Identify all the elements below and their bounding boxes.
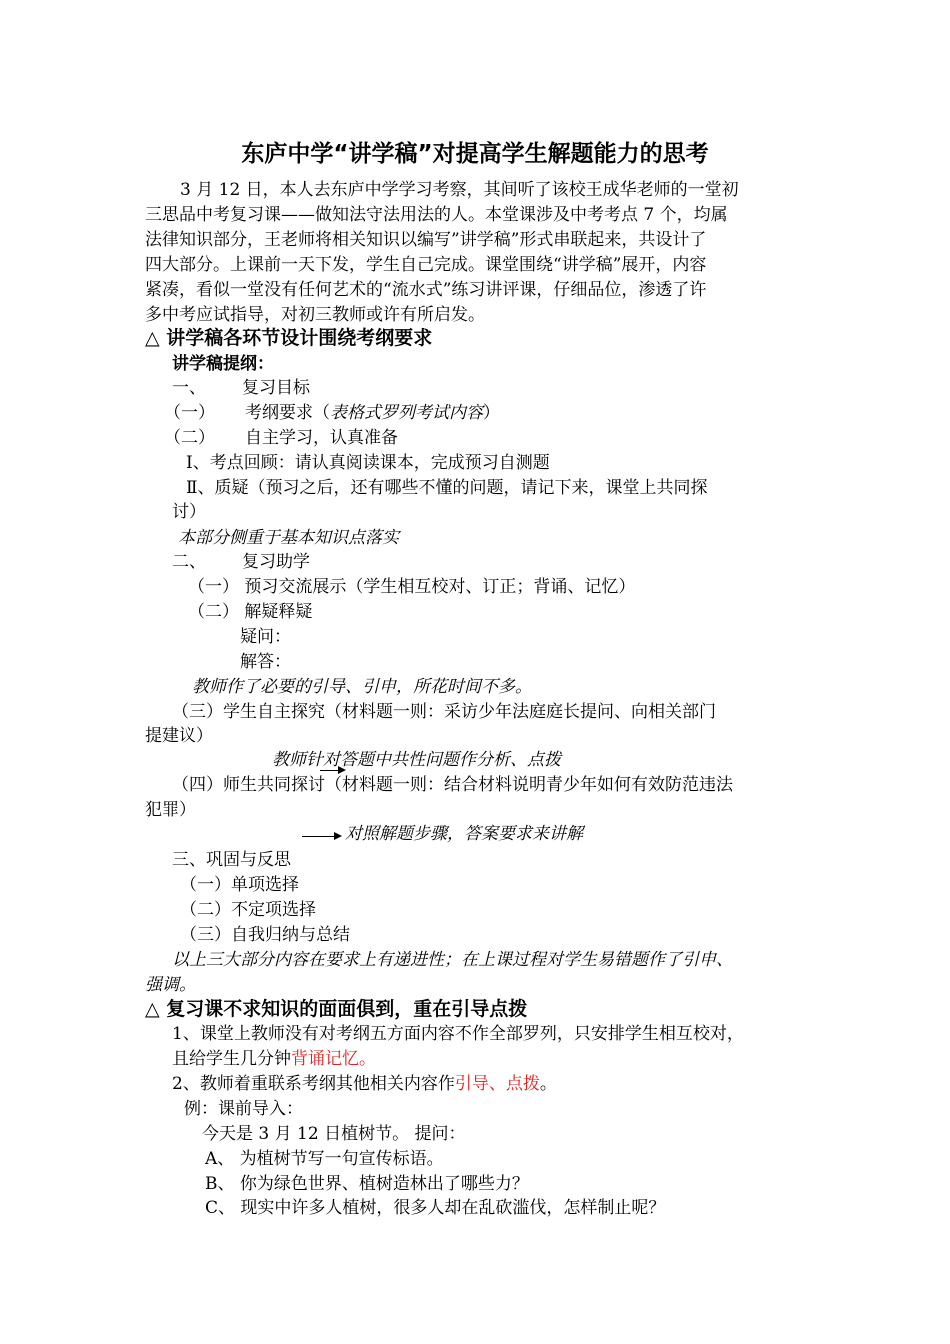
outline-item-1b-ii-cont: 讨）	[172, 502, 206, 522]
outline-item-2d: （四）师生共同探讨（材料题一则：结合材料说明青少年如何有效防范违法	[172, 775, 733, 795]
outline-item-2-text: 复习助学	[242, 552, 310, 572]
question-a: A、 为植树节写一句宣传标语。	[205, 1149, 444, 1169]
intro-line-4: 四大部分。上课前一天下发，学生自己完成。课堂围绕“讲学稿”展开，内容	[145, 255, 707, 275]
outline-item-2b-question: 疑问：	[240, 627, 291, 647]
question-c: C、 现实中许多人植树，很多人却在乱砍滥伐，怎样制止呢？	[205, 1198, 666, 1218]
intro-line-5: 紧凑，看似一堂没有任何艺术的“流水式”练习讲评课，仔细品位，渗透了许	[145, 280, 707, 300]
outline-item-1b-i: Ⅰ、考点回顾：请认真阅读课本，完成预习自测题	[186, 453, 550, 473]
intro-line-3: 法律知识部分，王老师将相关知识以编写”讲学稿”形式串联起来，共设计了	[145, 230, 707, 250]
outline-item-2-number: 二、	[172, 552, 206, 572]
document-title: 东庐中学“讲学稿”对提高学生解题能力的思考	[241, 141, 709, 167]
intro-line-1: 3 月 12 日，本人去东庐中学学习考察，其间听了该校王成华老师的一堂初	[180, 180, 739, 200]
teacher-note-2: 教师作了必要的引导、引申，所花时间不多。	[192, 677, 532, 697]
intro-line-2: 三思品中考复习课——做知法守法用法的人。本堂课涉及中考考点 7 个，均属	[145, 205, 728, 225]
teacher-note-5: 以上三大部分内容在要求上有递进性；在上课过程对学生易错题作了引申、	[172, 950, 733, 970]
section2-item-1-highlight: 背诵记忆。	[291, 1049, 376, 1069]
outline-item-1b-number: （二）	[164, 428, 215, 448]
outline-item-1-text: 复习目标	[242, 378, 310, 398]
outline-item-2c-cont: 提建议）	[145, 726, 213, 746]
outline-item-2a: （一） 预习交流展示（学生相互校对、订正；背诵、记忆）	[188, 577, 636, 597]
outline-item-3: 三、巩固与反思	[172, 850, 291, 870]
outline-item-3a: （一）单项选择	[180, 875, 299, 895]
section2-item-1-cont	[172, 1047, 376, 1072]
outline-item-1a-close: ）	[483, 403, 500, 423]
outline-item-2b-answer: 解答：	[240, 652, 291, 672]
question-b: B、 你为绿色世界、植树造林出了哪些力？	[205, 1174, 529, 1194]
outline-item-1-number: 一、	[172, 378, 206, 398]
section2-item-2-text: 2、教师着重联系考纲其他相关内容作	[172, 1074, 455, 1094]
outline-item-1b-ii: Ⅱ、质疑（预习之后，还有哪些不懂的问题，请记下来，课堂上共同探	[186, 478, 708, 498]
arrow-icon	[320, 770, 344, 771]
section2-item-1-text: 且给学生几分钟	[172, 1049, 291, 1069]
section2-item-2-highlight: 引导、点拨	[454, 1074, 540, 1094]
outline-item-3c: （三）自我归纳与总结	[180, 925, 350, 945]
section2-item-2	[172, 1072, 557, 1097]
teacher-note-5-cont: 强调。	[145, 975, 196, 995]
outline-item-2c: （三）学生自主探究（材料题一则：采访少年法庭庭长提问、向相关部门	[172, 702, 716, 722]
section1-heading: △ 讲学稿各环节设计围绕考纲要求	[145, 327, 433, 349]
section2-heading: △ 复习课不求知识的面面俱到，重在引导点拨	[145, 998, 528, 1020]
outline-item-1	[172, 376, 310, 401]
outline-item-1a-number: （一）	[164, 403, 215, 423]
outline-item-1a	[164, 401, 500, 426]
outline-item-1a-text: 考纲要求（	[245, 403, 330, 423]
section2-item-1: 1、课堂上教师没有对考纲五方面内容不作全部罗列，只安排学生相互校对，	[172, 1024, 744, 1044]
outline-item-2d-cont: 犯罪）	[145, 800, 196, 820]
outline-item-1b	[164, 426, 398, 451]
example-intro: 今天是 3 月 12 日植树节。 提问：	[202, 1124, 466, 1144]
intro-line-6: 多中考应试指导，对初三教师或许有所启发。	[145, 305, 485, 325]
section2-item-2-end: 。	[539, 1074, 557, 1094]
arrow-icon	[302, 836, 340, 837]
teacher-note-4: 对照解题步骤，答案要求来讲解	[345, 824, 583, 844]
outline-item-3b: （二）不定项选择	[180, 900, 316, 920]
outline-item-2b: （二） 解疑释疑	[188, 602, 313, 622]
outline-item-1b-text: 自主学习，认真准备	[245, 428, 398, 448]
outline-item-2	[172, 550, 310, 575]
outline-item-1a-note: 表格式罗列考试内容	[330, 403, 483, 423]
teacher-note-1: 本部分侧重于基本知识点落实	[178, 528, 399, 548]
example-label: 例：课前导入：	[184, 1099, 303, 1119]
teacher-note-3: 教师针对答题中共性问题作分析、点拨	[272, 750, 561, 770]
outline-label: 讲学稿提纲：	[172, 354, 274, 374]
